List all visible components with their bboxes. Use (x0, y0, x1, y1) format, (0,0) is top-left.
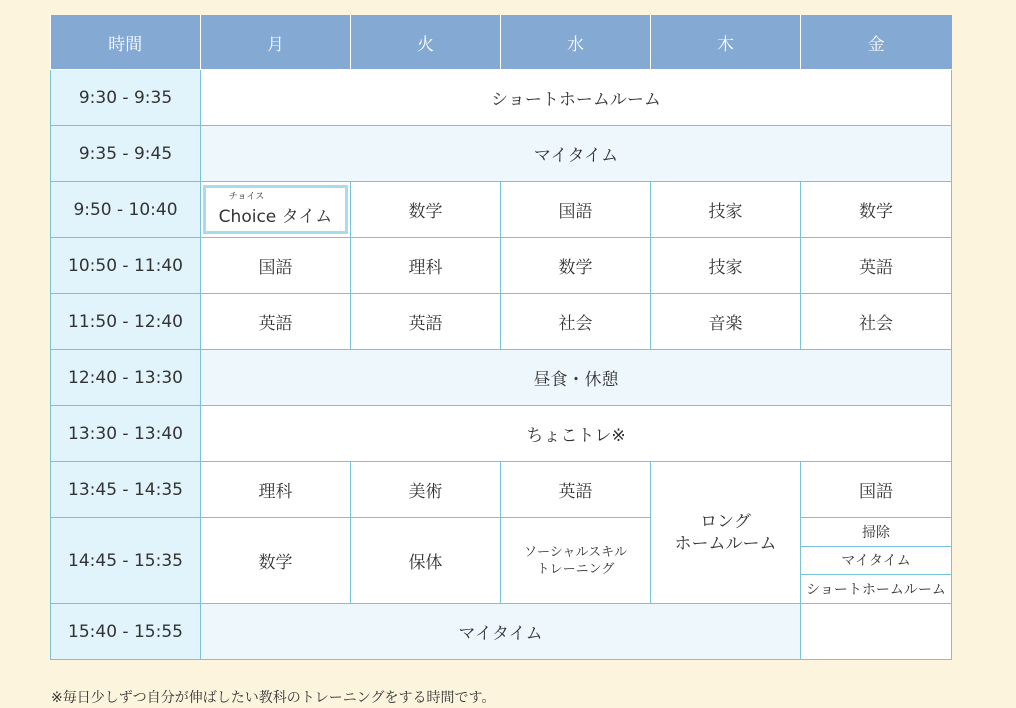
subject-cell: 美術 (351, 462, 501, 518)
time-cell: 9:50 - 10:40 (51, 182, 201, 238)
table-row (51, 238, 952, 294)
merged-cell: 昼食・休憩 (201, 350, 952, 406)
time-cell: 13:45 - 14:35 (51, 462, 201, 518)
subject-cell: 音楽 (651, 294, 801, 350)
long-homeroom-line1: ロング (700, 511, 751, 532)
subject-cell: ショートホームルーム (801, 575, 952, 604)
subject-cell: 英語 (351, 294, 501, 350)
table-row (51, 604, 952, 660)
time-cell: 9:30 - 9:35 (51, 70, 201, 126)
merged-cell: マイタイム (201, 604, 801, 660)
social-skill-line1: ソーシャルスキル (524, 544, 627, 560)
table-row (51, 350, 952, 406)
merged-cell: マイタイム (201, 126, 952, 182)
header-friday: 金 (801, 15, 952, 70)
subject-cell: 英語 (201, 294, 351, 350)
table-row (51, 294, 952, 350)
header-thursday: 木 (651, 15, 801, 70)
time-cell: 15:40 - 15:55 (51, 604, 201, 660)
table-row (51, 406, 952, 462)
footnote: ※毎日少しずつ自分が伸ばしたい教科のトレーニングをする時間です。 (51, 690, 496, 706)
subject-cell: 技家 (651, 238, 801, 294)
choice-label: Choice タイム (218, 207, 333, 227)
choice-time-cell (201, 182, 351, 238)
subject-cell: 理科 (351, 238, 501, 294)
subject-cell: 国語 (201, 238, 351, 294)
empty-cell (801, 604, 952, 660)
header-row (51, 15, 952, 70)
subject-cell: 保体 (351, 518, 501, 604)
time-cell: 14:45 - 15:35 (51, 518, 201, 604)
subject-cell: 国語 (801, 462, 952, 518)
table-row (51, 70, 952, 126)
header-monday: 月 (201, 15, 351, 70)
subject-cell: 数学 (351, 182, 501, 238)
long-homeroom-line2: ホームルーム (674, 533, 777, 554)
header-wednesday: 水 (501, 15, 651, 70)
table-row (51, 462, 952, 518)
timetable (50, 15, 952, 660)
time-cell: 12:40 - 13:30 (51, 350, 201, 406)
subject-cell: 数学 (501, 238, 651, 294)
header-time: 時間 (51, 15, 201, 70)
subject-cell: 社会 (501, 294, 651, 350)
subject-cell: 英語 (801, 238, 952, 294)
choice-time-highlight (203, 185, 348, 234)
subject-cell: 理科 (201, 462, 351, 518)
subject-cell: 数学 (801, 182, 952, 238)
merged-cell: ショートホームルーム (201, 70, 952, 126)
time-cell: 11:50 - 12:40 (51, 294, 201, 350)
subject-cell: 英語 (501, 462, 651, 518)
header-tuesday: 火 (351, 15, 501, 70)
merged-cell: ちょこトレ※ (201, 406, 952, 462)
subject-cell: 国語 (501, 182, 651, 238)
social-skill-line2: トレーニング (536, 561, 615, 577)
table-row (51, 182, 952, 238)
time-cell: 9:35 - 9:45 (51, 126, 201, 182)
subject-cell: 技家 (651, 182, 801, 238)
subject-cell: 数学 (201, 518, 351, 604)
table-row (51, 126, 952, 182)
time-cell: 10:50 - 11:40 (51, 238, 201, 294)
subject-cell: マイタイム (801, 546, 952, 575)
social-skill-cell (501, 518, 651, 604)
choice-ruby: チョイス (228, 192, 265, 202)
long-homeroom-cell (651, 462, 801, 604)
subject-cell: 掃除 (801, 518, 952, 547)
time-cell: 13:30 - 13:40 (51, 406, 201, 462)
table-row (51, 518, 952, 547)
subject-cell: 社会 (801, 294, 952, 350)
